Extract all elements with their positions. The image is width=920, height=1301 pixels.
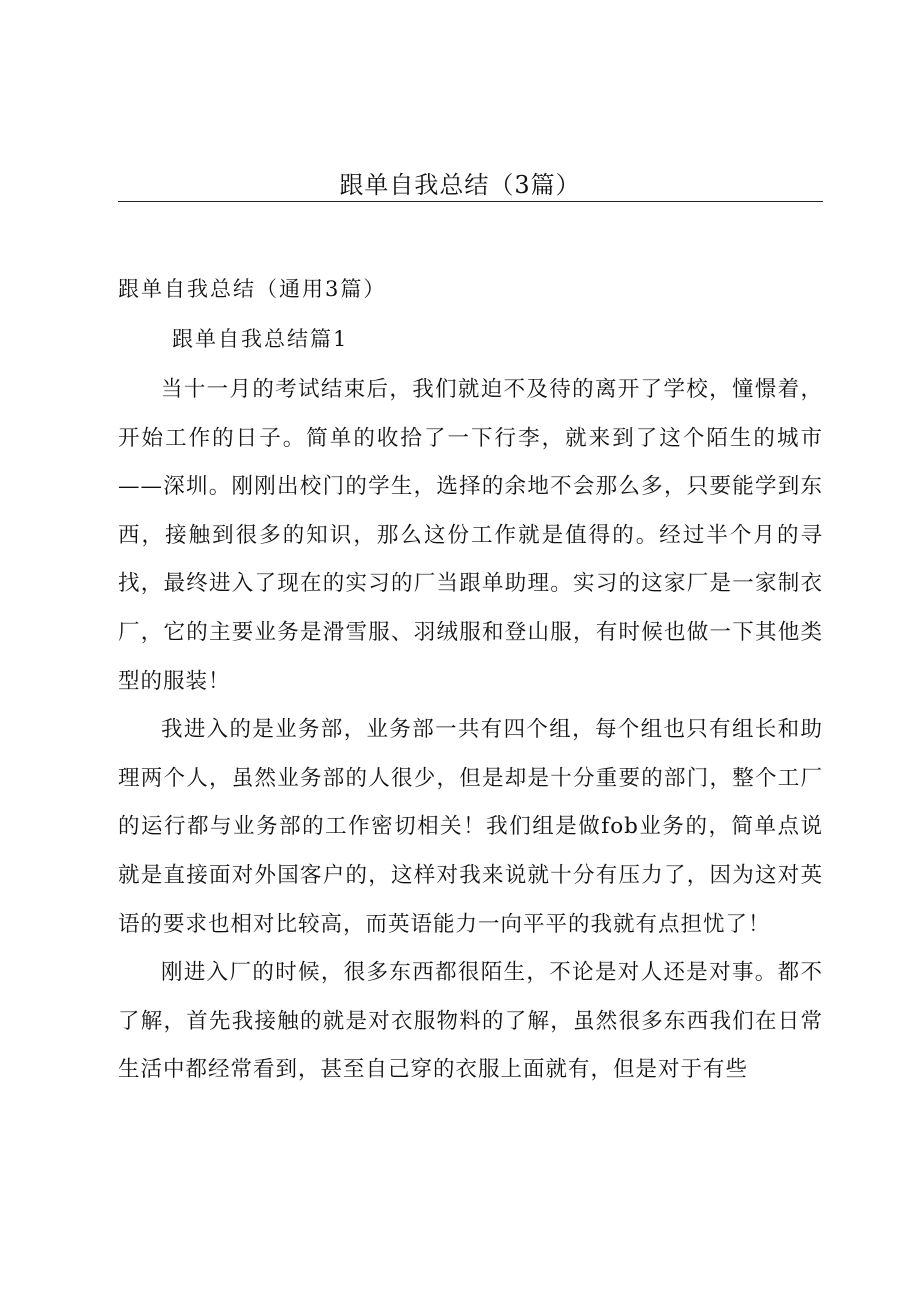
title-underline: [118, 201, 823, 202]
section-heading: 跟单自我总结篇1: [172, 327, 349, 351]
paragraph-2: 我进入的是业务部，业务部一共有四个组，每个组也只有组长和助理两个人，虽然业务部的人很少，但是却是十分重要的部门，整个工厂的运行都与业务部的工作密切相关！我们组是做fob业务的，简单点说就是直接面对外国客户的，这样对我来说就十分有压力了，因为这对英语的要求也相对比较高，而英语能力一向平平的我就有点担忧了！: [118, 717, 823, 937]
paragraph-1: 当十一月的考试结束后，我们就迫不及待的离开了学校，憧憬着，开始工作的日子。简单的收拾了一下行李，就来到了这个陌生的城市——深圳。刚刚出校门的学生，选择的余地不会那么多，只要能学到东西，接触到很多的知识，那么这份工作就是值得的。经过半个月的寻找，最终进入了现在的实习的厂当跟单助理。实习的这家厂是一家制衣厂，它的主要业务是滑雪服、羽绒服和登山服，有时候也做一下其他类型的服装！: [118, 377, 823, 694]
document-title: 跟单自我总结（3篇）: [339, 171, 581, 199]
document-body: [118, 366, 823, 1095]
document-subtitle: 跟单自我总结（通用3篇）: [118, 277, 387, 301]
paragraph-3: 刚进入厂的时候，很多东西都很陌生，不论是对人还是对事。都不了解，首先我接触的就是对衣服物料的了解，虽然很多东西我们在日常生活中都经常看到，甚至自己穿的衣服上面就有，但是对于有些: [118, 960, 823, 1083]
